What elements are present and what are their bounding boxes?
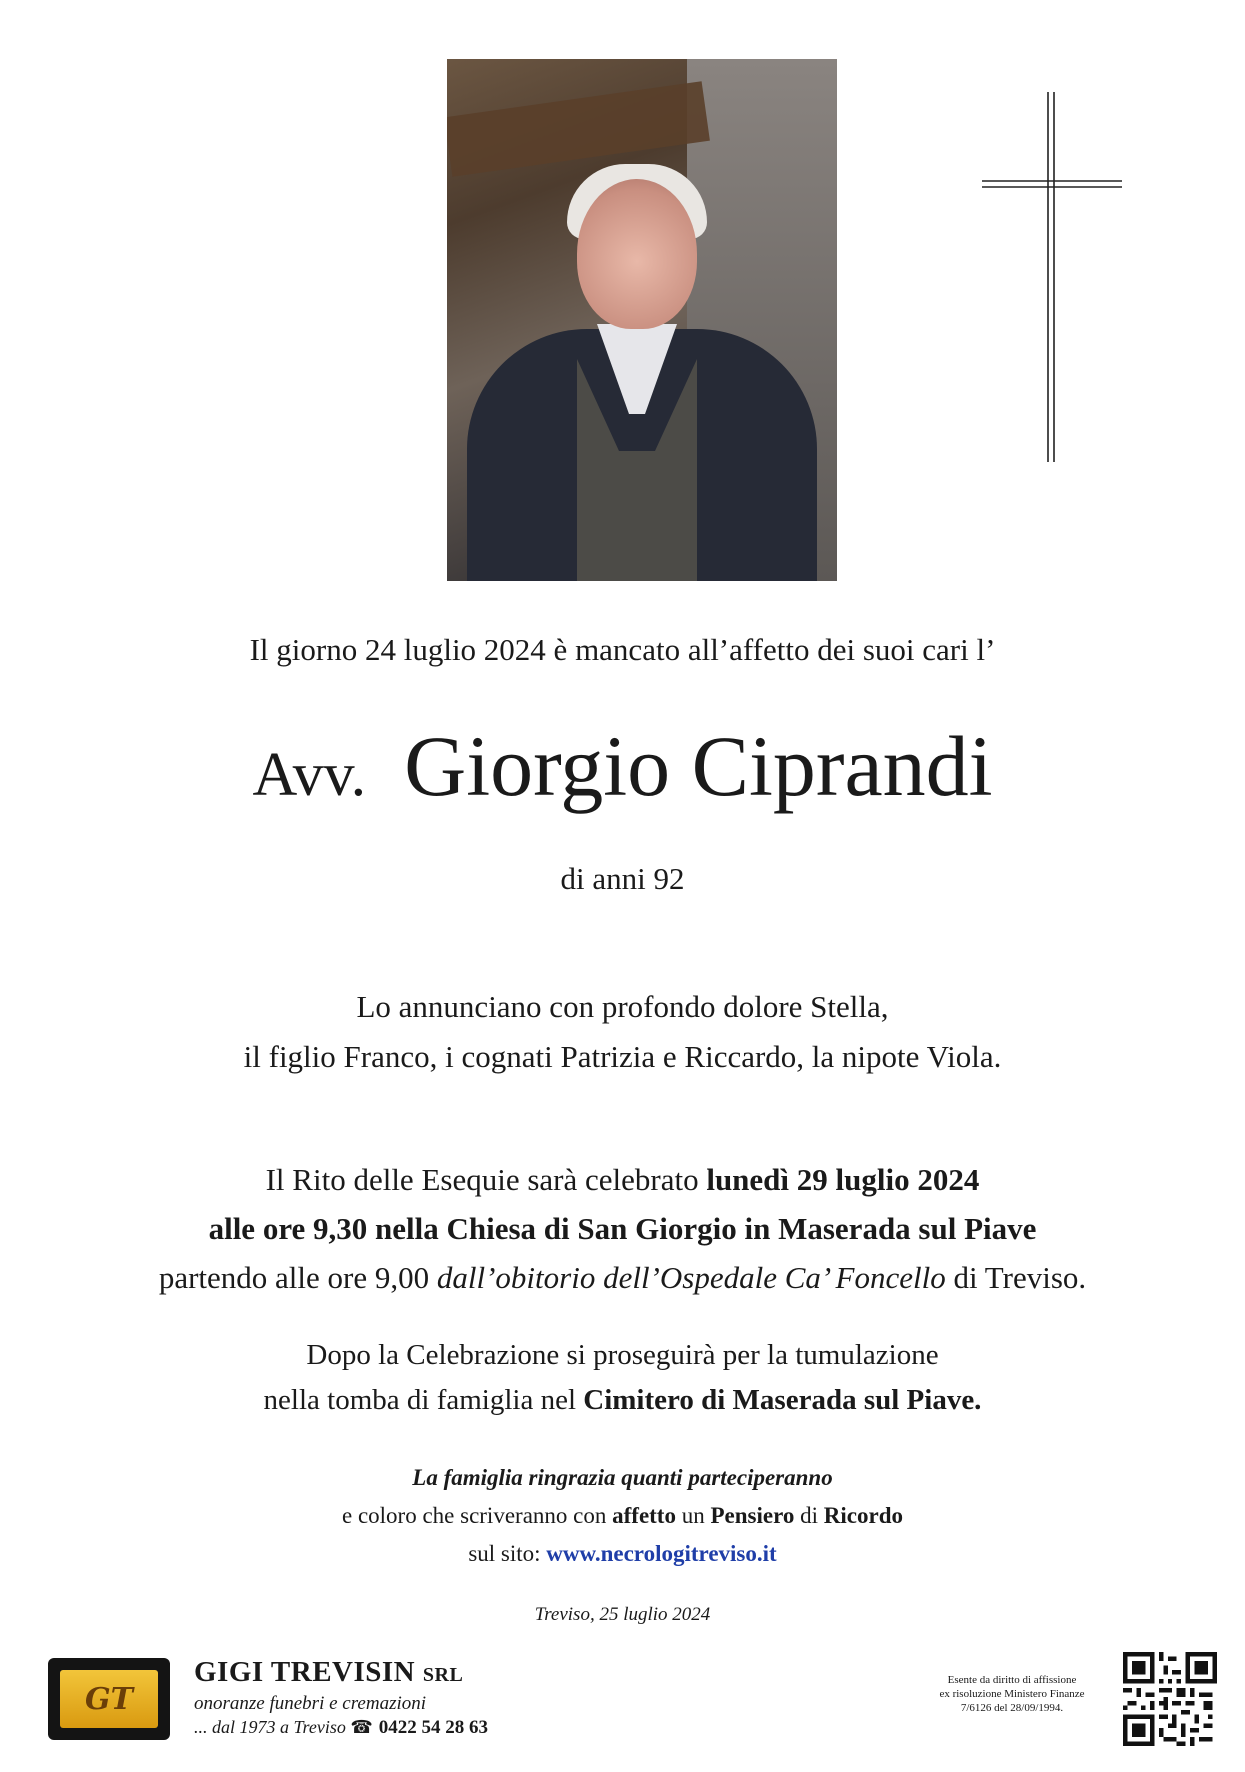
thanks-line-3 <box>0 1535 1245 1573</box>
thanks-word-pensiero: Pensiero <box>710 1503 795 1528</box>
rite-city: di Treviso. <box>945 1260 1087 1295</box>
cemetery-name: Cimitero di Maserada sul Piave. <box>583 1384 982 1416</box>
exempt-line-3: 7/6126 del 28/09/1994. <box>960 1702 1064 1714</box>
burial-line-1: Dopo la Celebrazione si proseguirà per la tumulazione <box>306 1339 939 1371</box>
company-logo <box>48 1658 170 1740</box>
exempt-line-1: Esente da diritto di affissione <box>947 1674 1077 1686</box>
company-since-line <box>194 1717 488 1739</box>
burial-info <box>0 1333 1245 1423</box>
company-name: GIGI TREVISIN <box>194 1656 416 1688</box>
intro-text: Il giorno 24 luglio 2024 è mancato all’affetto dei suoi cari l’ <box>249 632 996 667</box>
portrait-photo <box>447 59 837 581</box>
rite-date: lunedì 29 luglio 2024 <box>706 1162 980 1197</box>
deceased-title: Avv. <box>252 741 367 809</box>
rite-departure: partendo alle ore 9,00 <box>158 1260 437 1295</box>
deceased-name: Giorgio Ciprandi <box>404 718 993 814</box>
company-suffix: SRL <box>422 1664 464 1686</box>
rite-time-place: alle ore 9,30 nella Chiesa di San Giorgio in Maserada sul Piave <box>208 1211 1037 1246</box>
deceased-name-line <box>0 716 1245 816</box>
rite-text: Il Rito delle Esequie sarà celebrato <box>265 1162 707 1197</box>
deceased-age: di anni 92 <box>560 861 685 896</box>
company-phone: 0422 54 28 63 <box>378 1717 489 1738</box>
announcement-line-1: Lo annunciano con profondo dolore Stella, <box>356 989 889 1024</box>
thanks-text-a: e coloro che scriveranno con <box>341 1503 613 1528</box>
exemption-note <box>912 1673 1112 1715</box>
company-since: ... dal 1973 a Treviso <box>194 1717 346 1737</box>
rite-departure-place: dall’obitorio dell’Ospedale Ca’ Foncello <box>436 1260 946 1295</box>
thanks-heading: La famiglia ringrazia quanti parteciperanno <box>412 1465 833 1490</box>
place-date: Treviso, 25 luglio 2024 <box>534 1604 711 1625</box>
website-link[interactable]: www.necrologitreviso.it <box>546 1541 777 1566</box>
rite-line-1 <box>0 1155 1245 1204</box>
qr-code[interactable] <box>1123 1652 1217 1746</box>
thanks-word-ricordo: Ricordo <box>823 1503 903 1528</box>
logo-monogram: GT <box>60 1670 158 1728</box>
company-name-line <box>194 1656 488 1689</box>
announcement <box>0 982 1245 1082</box>
phone-icon: ☎ <box>350 1717 373 1737</box>
company-info <box>194 1656 488 1739</box>
burial-line-2 <box>0 1378 1245 1423</box>
thanks-word-affetto: affetto <box>612 1503 676 1528</box>
cross-icon <box>982 92 1122 462</box>
rite-line-3 <box>0 1253 1245 1302</box>
thanks-text-c: un <box>675 1503 711 1528</box>
burial-text: nella tomba di famiglia nel <box>263 1384 584 1416</box>
thanks-line-2 <box>0 1497 1245 1535</box>
exempt-line-2: ex risoluzione Ministero Finanze <box>939 1688 1085 1700</box>
website-label: sul sito: <box>468 1541 547 1566</box>
family-thanks <box>0 1459 1245 1573</box>
company-tagline: onoranze funebri e cremazioni <box>194 1693 427 1714</box>
thanks-text-e: di <box>794 1503 824 1528</box>
announcement-line-2: il figlio Franco, i cognati Patrizia e Riccardo, la nipote Viola. <box>243 1039 1002 1074</box>
funeral-rite <box>0 1155 1245 1302</box>
thanks-line-1 <box>0 1459 1245 1497</box>
rite-line-2 <box>0 1204 1245 1253</box>
